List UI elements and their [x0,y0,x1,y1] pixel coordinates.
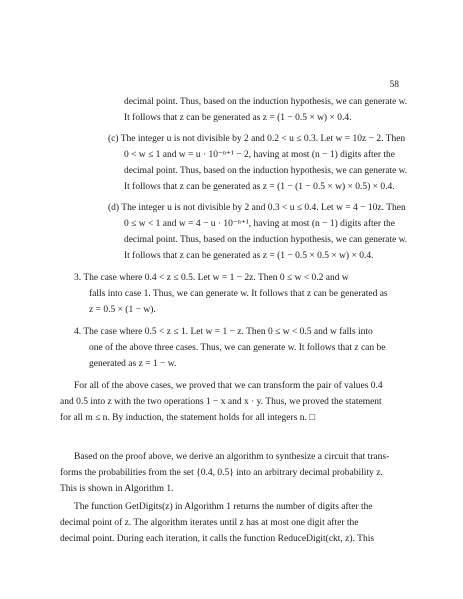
paragraph-line: The function GetDigits(z) in Algorithm 1 returns the number of digits after the [74,502,373,512]
paragraph-line: decimal point of z. The algorithm iterates until z has at most one digit after the [60,518,359,528]
paragraph-line: for all m ≤ n. By induction, the statement holds for all integers n. □ [60,413,316,423]
text-line: 0 < w ≤ 1 and w = u · 10⁻ⁿ⁺¹ − 2, having at most (n − 1) digits after the [124,150,396,160]
paragraph-line: decimal point. During each iteration, it calls the function ReduceDigit(ckt, z). This [60,534,375,544]
text-line: falls into case 1. Thus, we can generate w. It follows that z can be generated as [89,289,388,299]
list-item-c: (c) The integer u is not divisible by 2 and 0.2 < u ≤ 0.3. Let w = 10z − 2. Then [108,134,406,144]
text-line: z = 0.5 × (1 − w). [89,305,156,315]
paragraph-line: This is shown in Algorithm 1. [60,484,174,494]
text-line: one of the above three cases. Thus, we can generate w. It follows that z can be [89,343,386,353]
text-line: 0 ≤ w < 1 and w = 4 − u · 10⁻ⁿ⁺¹, having at most (n − 1) digits after the [124,219,396,229]
text-line: generated as z = 1 − w. [89,359,177,369]
paragraph-line: Based on the proof above, we derive an algorithm to synthesize a circuit that trans- [74,452,390,462]
list-item-3: 3. The case where 0.4 < z ≤ 0.5. Let w = 1 − 2z. Then 0 ≤ w < 0.2 and w [74,273,349,283]
text-line: decimal point. Thus, based on the induction hypothesis, we can generate w. [124,166,408,176]
text-line: It follows that z can be generated as z = (1 − 0.5 × 0.5 × w) × 0.4. [124,251,374,261]
text-line: decimal point. Thus, based on the induction hypothesis, we can generate w. [124,97,408,107]
text-line: It follows that z can be generated as z = (1 − (1 − 0.5 × w) × 0.5) × 0.4. [124,182,395,192]
text-line: decimal point. Thus, based on the induction hypothesis, we can generate w. [124,235,408,245]
page-number: 58 [389,80,399,90]
list-item-4: 4. The case where 0.5 < z ≤ 1. Let w = 1 − z. Then 0 ≤ w < 0.5 and w falls into [74,327,373,337]
paragraph-line: forms the probabilities from the set {0.4, 0.5} into an arbitrary decimal probability z. [60,468,383,478]
paragraph-line: For all of the above cases, we proved that we can transform the pair of values 0.4 [74,381,383,391]
list-item-d: (d) The integer u is not divisible by 2 and 0.3 < u ≤ 0.4. Let w = 4 − 10z. Then [108,203,406,213]
paragraph-line: and 0.5 into z with the two operations 1 − x and x · y. Thus, we proved the statement [60,397,382,407]
text-line: It follows that z can be generated as z = (1 − 0.5 × w) × 0.4. [124,113,352,123]
